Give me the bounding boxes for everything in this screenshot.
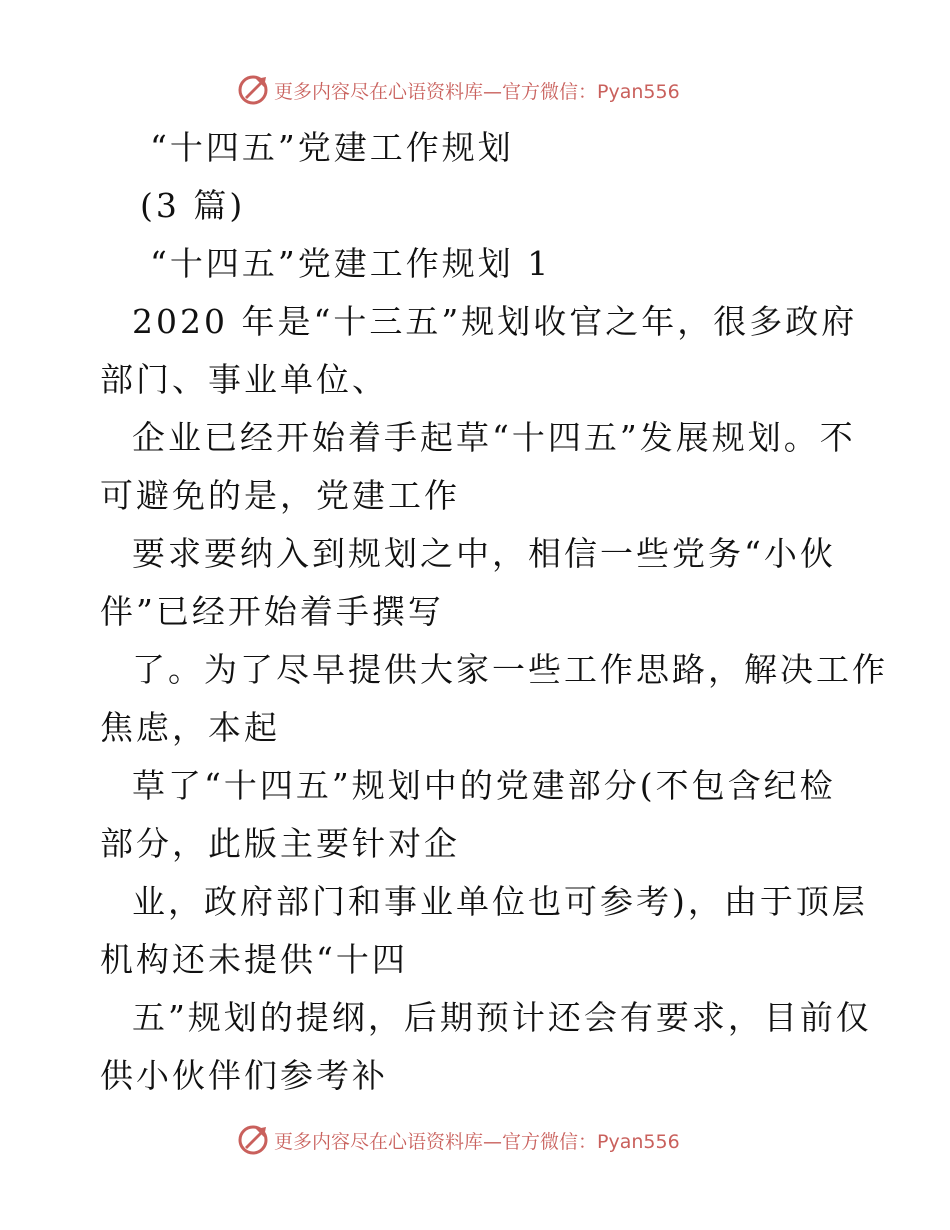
paragraph-line: 可避免的是，党建工作 bbox=[100, 476, 460, 515]
paragraph-line: 部分，此版主要针对企 bbox=[100, 824, 460, 863]
document-title: “十四五”党建工作规划 bbox=[150, 128, 514, 167]
watermark-text: 更多内容尽在心语资料库—官方微信：Pyan556 bbox=[274, 1130, 680, 1153]
paragraph-line: 要求要纳入到规划之中，相信一些党务“小伙 bbox=[132, 534, 836, 573]
watermark-wechat-id: Pyan556 bbox=[597, 1130, 680, 1153]
paragraph-line: 五”规划的提纲，后期预计还会有要求，目前仅 bbox=[132, 998, 872, 1037]
paragraph-line: 企业已经开始着手起草“十四五”发展规划。不 bbox=[132, 418, 856, 457]
paragraph-line: 部门、事业单位、 bbox=[100, 360, 388, 399]
header-watermark bbox=[236, 72, 680, 108]
paragraph-line: 了。为了尽早提供大家一些工作思路，解决工作 bbox=[132, 650, 888, 689]
document-subtitle: (3 篇) bbox=[140, 186, 246, 225]
quill-seal-icon bbox=[236, 1123, 270, 1157]
paragraph-line: 机构还未提供“十四 bbox=[100, 940, 408, 979]
watermark-wechat-id: Pyan556 bbox=[597, 80, 680, 103]
paragraph-line: 业，政府部门和事业单位也可参考)，由于顶层 bbox=[132, 882, 868, 921]
paragraph-line: 2020 年是“十三五”规划收官之年，很多政府 bbox=[132, 302, 858, 341]
section-heading: “十四五”党建工作规划 1 bbox=[150, 244, 552, 283]
paragraph-line: 伴”已经开始着手撰写 bbox=[100, 592, 444, 631]
paragraph-line: 供小伙伴们参考补 bbox=[100, 1056, 388, 1095]
footer-watermark bbox=[236, 1122, 680, 1158]
watermark-text: 更多内容尽在心语资料库—官方微信：Pyan556 bbox=[274, 80, 680, 103]
paragraph-line: 焦虑，本起 bbox=[100, 708, 280, 747]
quill-seal-icon bbox=[236, 73, 270, 107]
paragraph-line: 草了“十四五”规划中的党建部分(不包含纪检 bbox=[132, 766, 836, 805]
